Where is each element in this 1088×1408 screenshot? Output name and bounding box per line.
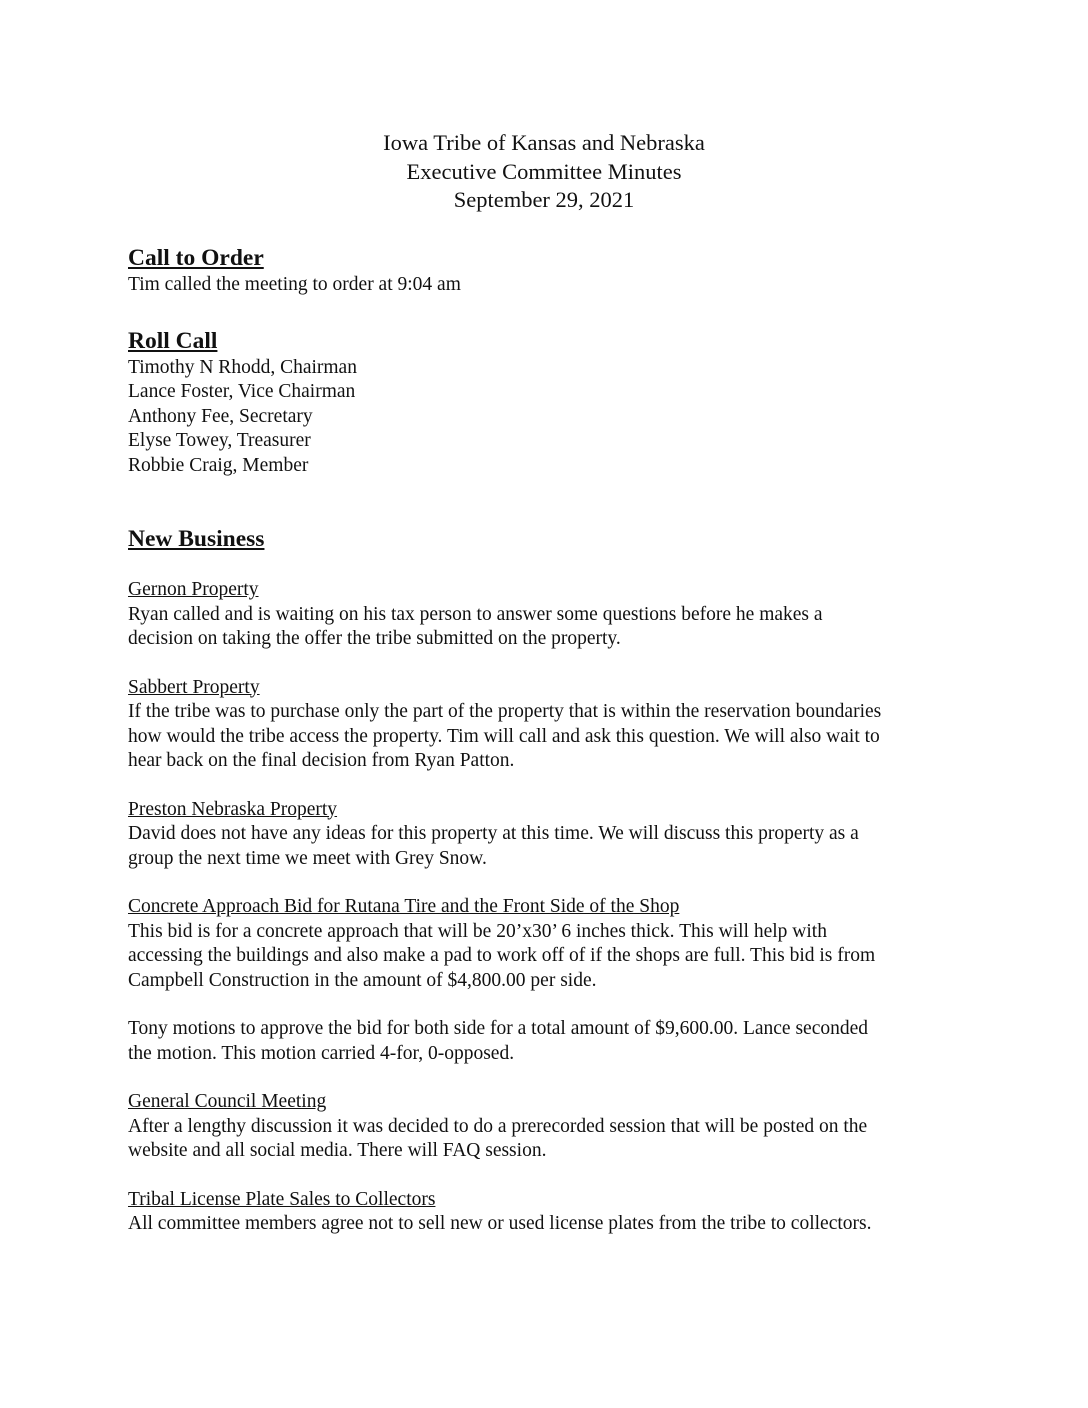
business-item-line: decision on taking the offer the tribe submitted on the property. bbox=[128, 628, 621, 649]
meeting-date: September 29, 2021 bbox=[453, 187, 635, 212]
business-item-line: David does not have any ideas for this property at this time. We will discuss this property as a bbox=[128, 823, 859, 844]
business-item-title: Gernon Property bbox=[128, 579, 259, 600]
business-item-title: Concrete Approach Bid for Rutana Tire and the Front Side of the Shop bbox=[128, 896, 680, 917]
document-title: Executive Committee Minutes bbox=[406, 158, 682, 184]
roll-call-member: Anthony Fee, Secretary bbox=[128, 405, 313, 427]
business-item-line: hear back on the final decision from Ryan Patton. bbox=[128, 750, 515, 771]
section-heading: Roll Call bbox=[128, 327, 218, 354]
business-item-line: Ryan called and is waiting on his tax person to answer some questions before he makes a bbox=[128, 603, 823, 625]
business-item-line: accessing the buildings and also make a pad to work off of if the shops are full. This bid is from bbox=[128, 945, 876, 966]
document-header bbox=[0, 129, 1088, 215]
business-item bbox=[128, 1188, 968, 1237]
business-item-title: Preston Nebraska Property bbox=[128, 798, 338, 820]
section-call-to-order bbox=[128, 243, 968, 298]
business-item-line: All committee members agree not to sell new or used license plates from the tribe to collectors. bbox=[128, 1213, 872, 1234]
business-item-title: Tribal License Plate Sales to Collectors bbox=[128, 1188, 436, 1210]
motion-line: Tony motions to approve the bid for both side for a total amount of $9,600.00. Lance seconded bbox=[128, 1018, 869, 1039]
business-item-line: website and all social media. There will FAQ session. bbox=[128, 1140, 547, 1161]
organization-name: Iowa Tribe of Kansas and Nebraska bbox=[383, 130, 705, 155]
roll-call-member: Timothy N Rhodd, Chairman bbox=[128, 356, 357, 378]
document-body bbox=[128, 243, 968, 1237]
business-item-line: group the next time we meet with Grey Snow. bbox=[128, 847, 487, 869]
business-item bbox=[128, 676, 968, 774]
motion-line: the motion. This motion carried 4-for, 0-opposed. bbox=[128, 1042, 515, 1064]
business-item bbox=[128, 578, 968, 652]
section-roll-call bbox=[128, 326, 968, 479]
business-item bbox=[128, 1090, 968, 1164]
section-heading: Call to Order bbox=[128, 245, 264, 271]
business-item-line: If the tribe was to purchase only the part of the property that is within the reservation boundaries bbox=[128, 701, 882, 722]
business-item-title: Sabbert Property bbox=[128, 676, 260, 698]
call-to-order-text: Tim called the meeting to order at 9:04 am bbox=[128, 274, 461, 295]
business-item-line: Campbell Construction in the amount of $4,800.00 per side. bbox=[128, 969, 597, 991]
business-item bbox=[128, 798, 968, 872]
business-item-title: General Council Meeting bbox=[128, 1091, 327, 1112]
business-item-line: This bid is for a concrete approach that will be 20’x30’ 6 inches thick. This will help with bbox=[128, 920, 827, 942]
section-new-business bbox=[128, 524, 968, 1237]
business-item-line: After a lengthy discussion it was decided to do a prerecorded session that will be posted on the bbox=[128, 1115, 868, 1137]
roll-call-member: Robbie Craig, Member bbox=[128, 454, 309, 476]
business-item-line: how would the tribe access the property. Tim will call and ask this question. We will also wait to bbox=[128, 725, 880, 747]
roll-call-member: Lance Foster, Vice Chairman bbox=[128, 381, 356, 402]
section-heading: New Business bbox=[128, 526, 265, 552]
business-item bbox=[128, 895, 968, 1066]
roll-call-member: Elyse Towey, Treasurer bbox=[128, 430, 311, 451]
